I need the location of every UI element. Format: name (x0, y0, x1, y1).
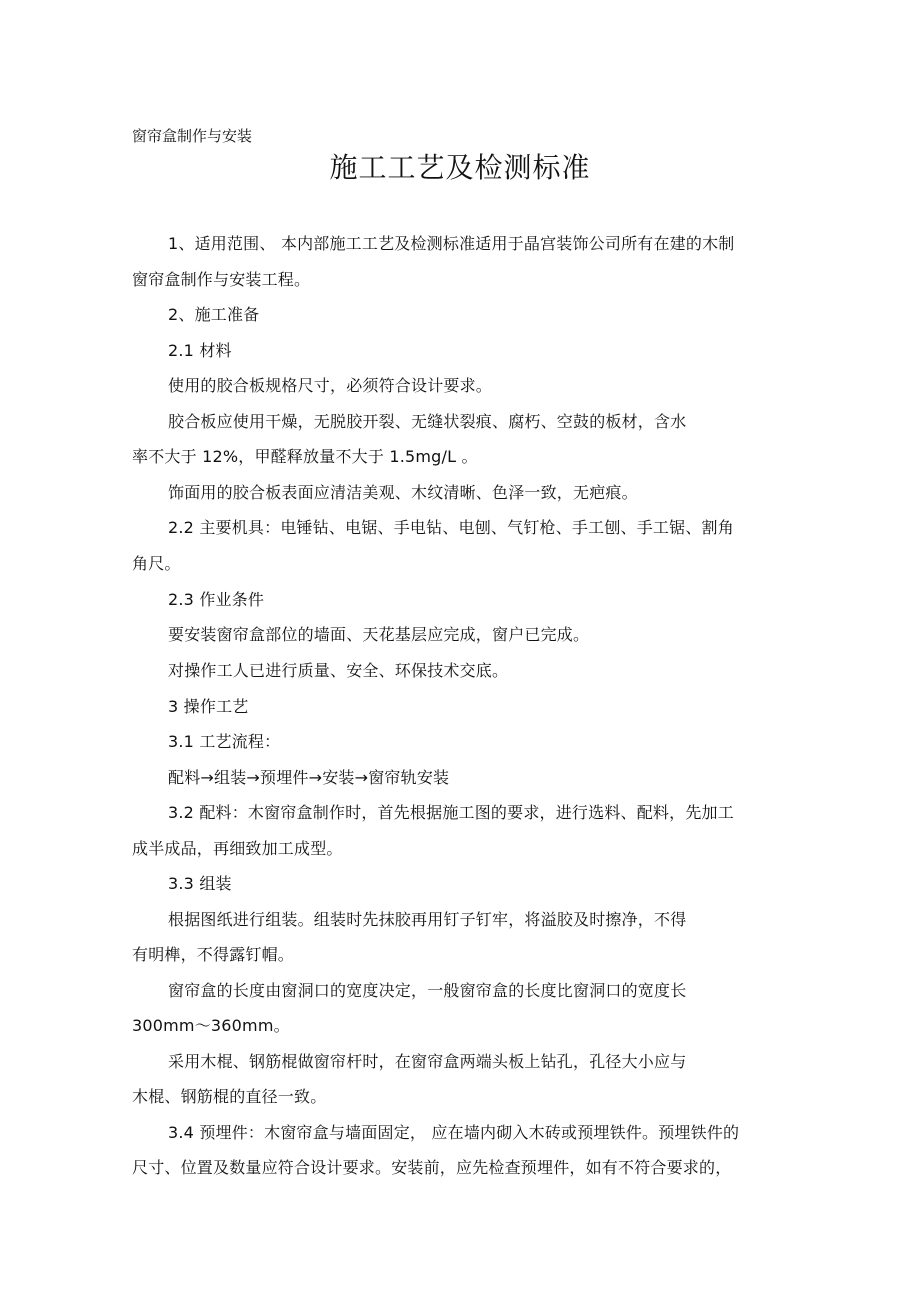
paragraph-line: 1、适用范围、 本内部施工工艺及检测标准适用于晶宫装饰公司所有在建的木制 (168, 234, 735, 253)
paragraph-line: 3.4 预埋件：木窗帘盒与墙面固定， 应在墙内砌入木砖或预埋铁件。预埋铁件的 (168, 1123, 740, 1142)
paragraph-line: 胶合板应使用干燥，无脱胶开裂、无缝状裂痕、腐朽、空鼓的板材，含水 (168, 412, 687, 431)
paragraph-line: 成半成品，再细致加工成型。 (132, 839, 343, 858)
section-heading: 3 操作工艺 (168, 697, 249, 716)
section-heading: 2.1 材料 (168, 341, 232, 360)
paragraph-line: 根据图纸进行组装。组装时先抹胶再用钉子钉牢，将溢胶及时擦净，不得 (168, 910, 687, 929)
paragraph-line: 木棍、钢筋棍的直径一致。 (132, 1087, 327, 1106)
paragraph-line: 饰面用的胶合板表面应清洁美观、木纹清晰、色泽一致，无疤痕。 (168, 483, 638, 502)
paragraph-line: 对操作工人已进行质量、安全、环保技术交底。 (168, 661, 509, 680)
paragraph-line: 300mm～360mm。 (132, 1016, 290, 1035)
paragraph-line: 有明榫，不得露钉帽。 (132, 945, 295, 964)
paragraph-line: 3.2 配料：木窗帘盒制作时，首先根据施工图的要求，进行选料、配料，先加工 (168, 803, 734, 822)
paragraph-line: 窗帘盒制作与安装工程。 (132, 270, 311, 289)
paragraph-line: 2.2 主要机具：电锤钻、电锯、手电钻、电刨、气钉枪、手工刨、手工锯、割角 (168, 518, 734, 537)
section-heading: 2、施工准备 (168, 305, 260, 324)
section-heading: 3.1 工艺流程： (168, 732, 281, 751)
document-title: 施工工艺及检测标准 (329, 151, 591, 184)
paragraph-line: 尺寸、位置及数量应符合设计要求。安装前，应先检查预埋件，如有不符合要求的， (132, 1158, 732, 1177)
paragraph-line: 采用木棍、钢筋棍做窗帘杆时，在窗帘盒两端头板上钻孔，孔径大小应与 (168, 1052, 687, 1071)
paragraph-line: 使用的胶合板规格尺寸，必须符合设计要求。 (168, 376, 493, 395)
paragraph-line: 角尺。 (132, 554, 181, 573)
paragraph-line: 率不大于 12%，甲醛释放量不大于 1.5mg/L 。 (132, 447, 478, 466)
paragraph-line: 要安装窗帘盒部位的墙面、天花基层应完成，窗户已完成。 (168, 625, 590, 644)
paragraph-line: 窗帘盒的长度由窗洞口的宽度决定，一般窗帘盒的长度比窗洞口的宽度长 (168, 981, 687, 1000)
process-flow: 配料→组装→预埋件→安装→窗帘轨安装 (168, 768, 450, 787)
section-heading: 3.3 组装 (168, 874, 232, 893)
section-heading: 2.3 作业条件 (168, 590, 265, 609)
document-subtitle: 窗帘盒制作与安装 (132, 127, 253, 145)
